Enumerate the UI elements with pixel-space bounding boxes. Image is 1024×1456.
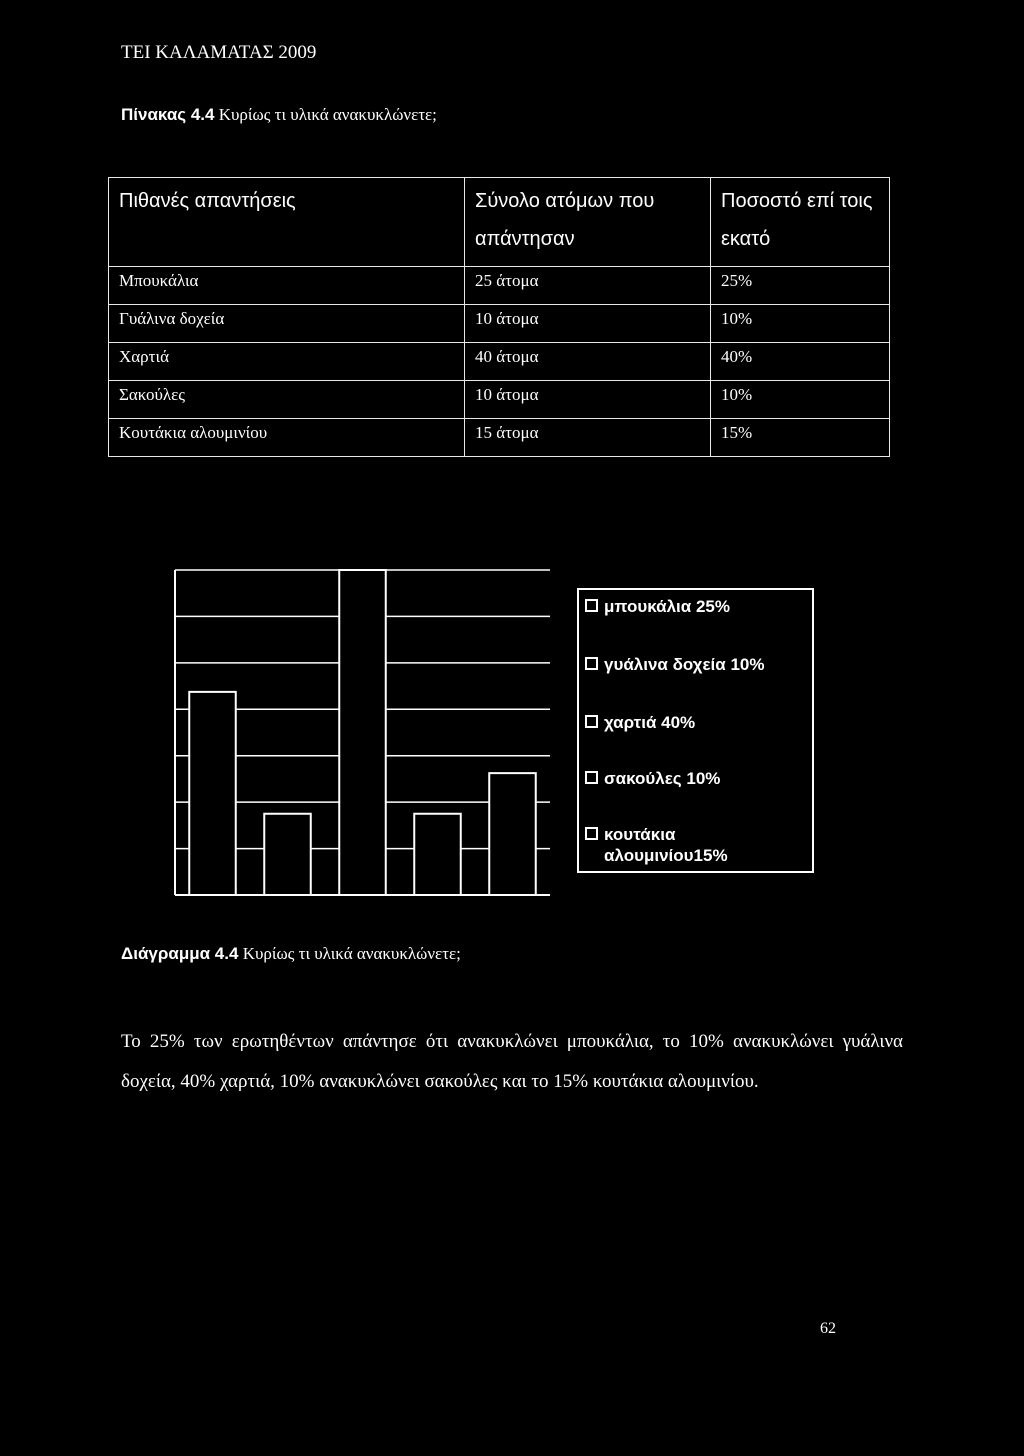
legend-item (585, 768, 720, 789)
bar-μπουκάλια (189, 692, 236, 895)
table-cell: 15 άτομα (465, 419, 711, 457)
table-header-cell: Πιθανές απαντήσεις (109, 178, 465, 267)
results-table (108, 177, 890, 457)
table-cell: Σακούλες (109, 381, 465, 419)
legend-item (585, 596, 730, 617)
table-row (109, 419, 890, 457)
table-cell: Γυάλινα δοχεία (109, 305, 465, 343)
table-cell: Μπουκάλια (109, 267, 465, 305)
legend-label: μπουκάλια 25% (604, 597, 730, 616)
table-cell: Κουτάκια αλουμινίου (109, 419, 465, 457)
table-cell: 10% (711, 305, 890, 343)
document-header: ΤΕΙ ΚΑΛΑΜΑΤΑΣ 2009 (121, 42, 317, 63)
table-caption-text: Κυρίως τι υλικά ανακυκλώνετε; (218, 105, 437, 124)
table-header-cell: Σύνολο ατόμων που απάντησαν (465, 178, 711, 267)
table-cell: 10 άτομα (465, 381, 711, 419)
legend-label: γυάλινα δοχεία 10% (604, 655, 765, 674)
summary-paragraph: Το 25% των ερωτηθέντων απάντησε ότι ανακυκλώνει μπουκάλια, το 10% ανακυκλώνει γυάλινα δοχεία, 40% χαρτιά, 10% ανακυκλώνει σακούλες και το 15% κουτάκια αλουμινίου. (121, 1031, 903, 1092)
legend-swatch (585, 715, 598, 728)
legend-swatch (585, 827, 598, 840)
recycling-bar-chart (165, 560, 565, 900)
page-number: 62 (820, 1320, 836, 1337)
chart-caption (121, 944, 461, 964)
table-header-cell: Ποσοστό επί τοις εκατό (711, 178, 890, 267)
table-cell: 15% (711, 419, 890, 457)
table-cell: 40 άτομα (465, 343, 711, 381)
table-row (109, 305, 890, 343)
table-cell: 40% (711, 343, 890, 381)
table-row (109, 381, 890, 419)
legend-swatch (585, 771, 598, 784)
bar-γυάλινα-δοχεία (264, 814, 311, 895)
table-cell: 25% (711, 267, 890, 305)
bar-σακούλες (414, 814, 461, 895)
legend-swatch (585, 599, 598, 612)
table-header-row (109, 178, 890, 267)
legend-label: σακούλες 10% (604, 769, 721, 788)
legend-item (585, 712, 695, 733)
legend-label: χαρτιά 40% (604, 713, 696, 732)
table-cell: 10 άτομα (465, 305, 711, 343)
table-row (109, 343, 890, 381)
chart-caption-text: Κυρίως τι υλικά ανακυκλώνετε; (242, 944, 461, 963)
legend-swatch (585, 657, 598, 670)
table-row (109, 267, 890, 305)
table-cell: 10% (711, 381, 890, 419)
table-caption-label: Πίνακας 4.4 (121, 105, 215, 124)
bar-χαρτιά (339, 570, 386, 895)
chart-caption-label: Διάγραμμα 4.4 (121, 944, 239, 963)
table-cell: 25 άτομα (465, 267, 711, 305)
bar-κουτάκια-αλουμινίου (489, 773, 536, 895)
chart-legend (577, 588, 814, 873)
table-caption (121, 105, 437, 125)
legend-item (585, 824, 785, 866)
legend-label: κουτάκια αλουμινίου15% (604, 825, 728, 865)
legend-item (585, 654, 764, 675)
table-cell: Χαρτιά (109, 343, 465, 381)
